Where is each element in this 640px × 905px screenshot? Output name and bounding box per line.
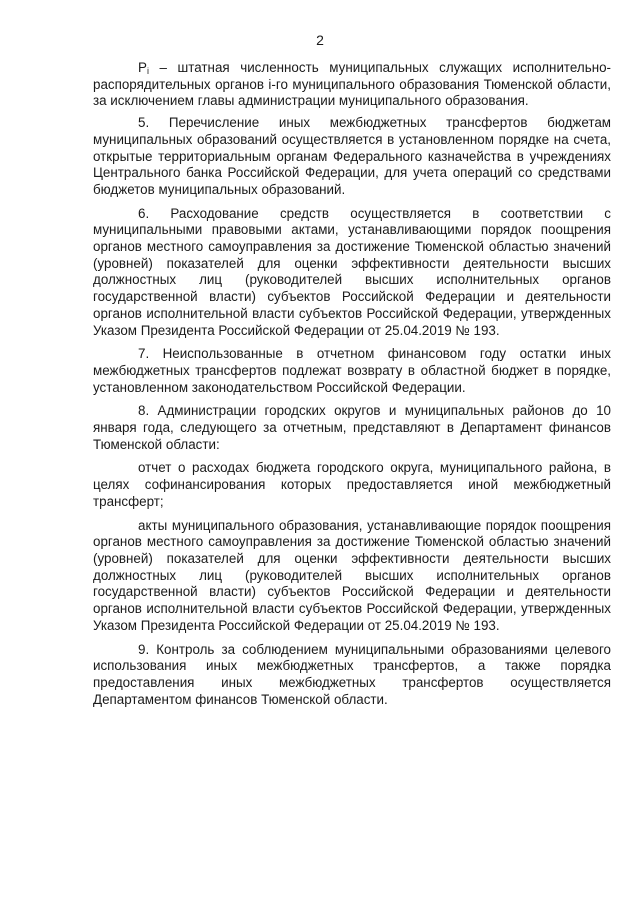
variable-subscript: i <box>146 66 149 76</box>
paragraph-definition <box>93 60 611 110</box>
variable-symbol: P <box>138 60 147 75</box>
paragraph-6: 6. Расходование средств осуществляется в соответствии с муниципальными правовыми актами, устанавливающими порядок поощрения органов местного самоуправления за достижение Тюменской областью значений (уровней) показателей для оценки эффективности деятельности высших должностных лиц (руководителей высших исполнительных органов государственной власти) субъектов Российской Федерации и деятельности органов исполнительной власти субъектов Российской Федерации, утвержденных Указом Президента Российской Федерации от 25.04.2019 № 193. <box>93 205 611 338</box>
paragraph-7: 7. Неиспользованные в отчетном финансовом году остатки иных межбюджетных трансфертов подлежат возврату в областной бюджет в порядке, установленном законодательством Российской Федерации. <box>93 346 611 395</box>
paragraph-8: 8. Администрации городских округов и муниципальных районов до 10 января года, следующего за отчетным, представляют в Департамент финансов Тюменской области: <box>93 403 611 452</box>
paragraph-9: 9. Контроль за соблюдением муниципальными образованиями целевого использования иных межбюджетных трансфертов, а также порядка предоставления иных межбюджетных трансфертов осуществляется Департаментом финансов Тюменской области. <box>93 641 611 707</box>
page-number: 2 <box>316 32 324 48</box>
document-body <box>93 60 611 715</box>
paragraph-8-item-acts: акты муниципального образования, устанавливающие порядок поощрения органов местного самоуправления за достижение Тюменской областью значений (уровней) показателей для оценки эффективности деятельности высших должностных лиц (руководителей высших исполнительных органов государственной власти) субъектов Российской Федерации и деятельности органов исполнительной власти субъектов Российской Федерации, утвержденных Указом Президента Российской Федерации от 25.04.2019 № 193. <box>93 517 611 633</box>
paragraph-text: – штатная численность муниципальных служащих исполнительно-распорядительных органов i-го муниципального образования Тюменской области, за исключением главы администрации муниципального образования. <box>93 60 611 109</box>
paragraph-5: 5. Перечисление иных межбюджетных трансфертов бюджетам муниципальных образований осуществляется в установленном порядке на счета, открытые территориальным органам Федерального казначейства в учреждениях Центрального банка Российской Федерации, для учета операций со средствами бюджетов муниципальных образований. <box>93 115 611 197</box>
paragraph-8-item-report: отчет о расходах бюджета городского округа, муниципального района, в целях софинансирования которых предоставляется иной межбюджетный трансферт; <box>93 460 611 509</box>
